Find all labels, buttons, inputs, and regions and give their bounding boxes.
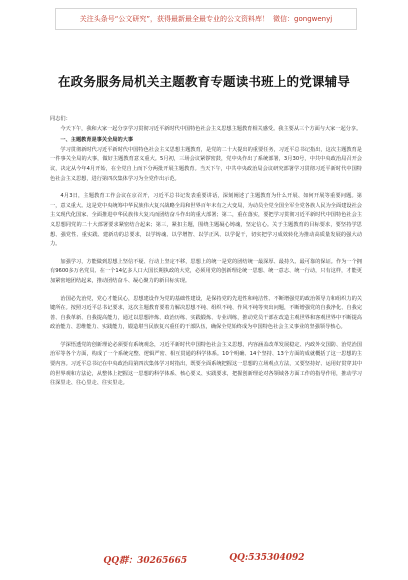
wechat-id: 微信：gongwenyj xyxy=(273,15,333,23)
section-heading: 一、主题教育是事关全局的大事 xyxy=(60,137,134,144)
paragraph: 学习贯彻新时代习近平新时代中国特色社会主义思想主题教育，是党的二十大提出的重要任务，习近平总书记指出，这次主题教育是一件事关全局的大事，做好主题教育意义重大。5月初，三场会议紧锣密鼓，党中央作出了系统部署，3月30号，中共中央政治局召开会议，决定从今年4月开始，在全党自上而下分两批开展主题教育。当天下午，中共中央政治局会议研究部署学习贯彻习近平新时代中国特色社会主义思想，进行第四次集体学习为全党作出示范。 xyxy=(50,146,362,182)
qq-number: QQ:535304092 xyxy=(229,553,305,563)
paragraph: 学深悟透党的创新理论必须要有系统观念，习近平新时代中国特色社会主义思想，内容涵盖改革发展稳定、内政外交国防、治党治国治军等各个方面，构成了一个系统完整、逻辑严密、相互贯通的科学体系。10个明确、14个坚持、13个方面的成就概括了这一思想的主要内容。习近平总书记在中央政治局第四次集体学习时指出，既要全面系统把握这一思想的立场观点方法，又要坚持好、运用好贯穿其中的世界观和方法论，从整体上把握这一思想的科学体系、核心要义、实践要求，把握创新理论对各领域各方面工作的指导作用，推动学习往深里走、往心里走、往实里走。 xyxy=(50,341,362,387)
paragraph: 今天下午，我和大家一起分享学习贯彻习近平新时代中国特色社会主义思想主题教育相关感受。我主要从三个方面与大家一起分享。 xyxy=(60,125,362,132)
paragraph: 治国必先治党，党心才能民心，思想建设作为党的基础性建设，是保持党的先进性和纯洁性、不断增强党的政治领导力和组织力的关键所在。按照习近平总书记要求，这次主题教育要着力解决思想不纯、组织不纯、作风不纯等突出问题，不断增强党的自我净化、自我完善、自我革新、自我提高能力，通过以思想淬炼、政治历练、实践锻炼、专业训练，推动党员干部在改造主观世界和客观世界中不断提高政治能力、思维能力、实践能力，锻造堪当民族复兴重任的干部队伍，确保全党始终成为中国特色社会主义事业的坚强领导核心。 xyxy=(50,295,362,331)
greeting: 同志们： xyxy=(50,116,71,122)
document-title: 在政务服务局机关主题教育专题读书班上的党课辅导 xyxy=(57,74,351,89)
promo-banner xyxy=(55,8,357,30)
paragraph: 加强学习，方能做到思想上坚信不疑、行动上坚定不移，思想上的统一是党的团结统一最深厚、最持久、最可靠的保证。作为一个拥有9600多万名党员、在一个14亿多人口大国长期执政的大党，必须用党的创新理论统一思想、统一意志、统一行动，只有这样，才能更加紧密地团结起来，推动团结奋斗、凝心聚力的新目标实现。 xyxy=(50,258,362,284)
paragraph: 4月3日，主题教育工作会议在京召开，习近平总书记发表重要讲话，深刻阐述了主题教育为什么开展、如何开展等重要问题。第一，意义重大。这是党中央统筹中华民族伟大复兴战略全局和世界百年未有之大变局，为动员全党全国全军全党各族人民为全面建设社会主义现代化国家、全面推进中华民族伟大复兴而团结奋斗作出的重大部署；第二，重在落实，要把学习贯彻习近平新时代中国特色社会主义思想同党的二十大部署要求紧密结合起来；第三，紧扣主题，围绕主题凝心铸魂，坚定信心。关于主题教育的目标要求，要坚持学思想、强党性、重实践、建新功的总要求，以学铸魂、以学增智、以学正风、以学促干，切实把学习成效转化为推动高质量发展的强大动力。 xyxy=(50,193,362,248)
document-body xyxy=(50,115,362,389)
qq-group-number: QQ群：30265665 xyxy=(103,556,188,566)
promo-banner-text: 关注头条号“公文研究”，获得最新最全最专业的公文资料库！ xyxy=(79,15,270,23)
contact-footer xyxy=(0,553,408,566)
